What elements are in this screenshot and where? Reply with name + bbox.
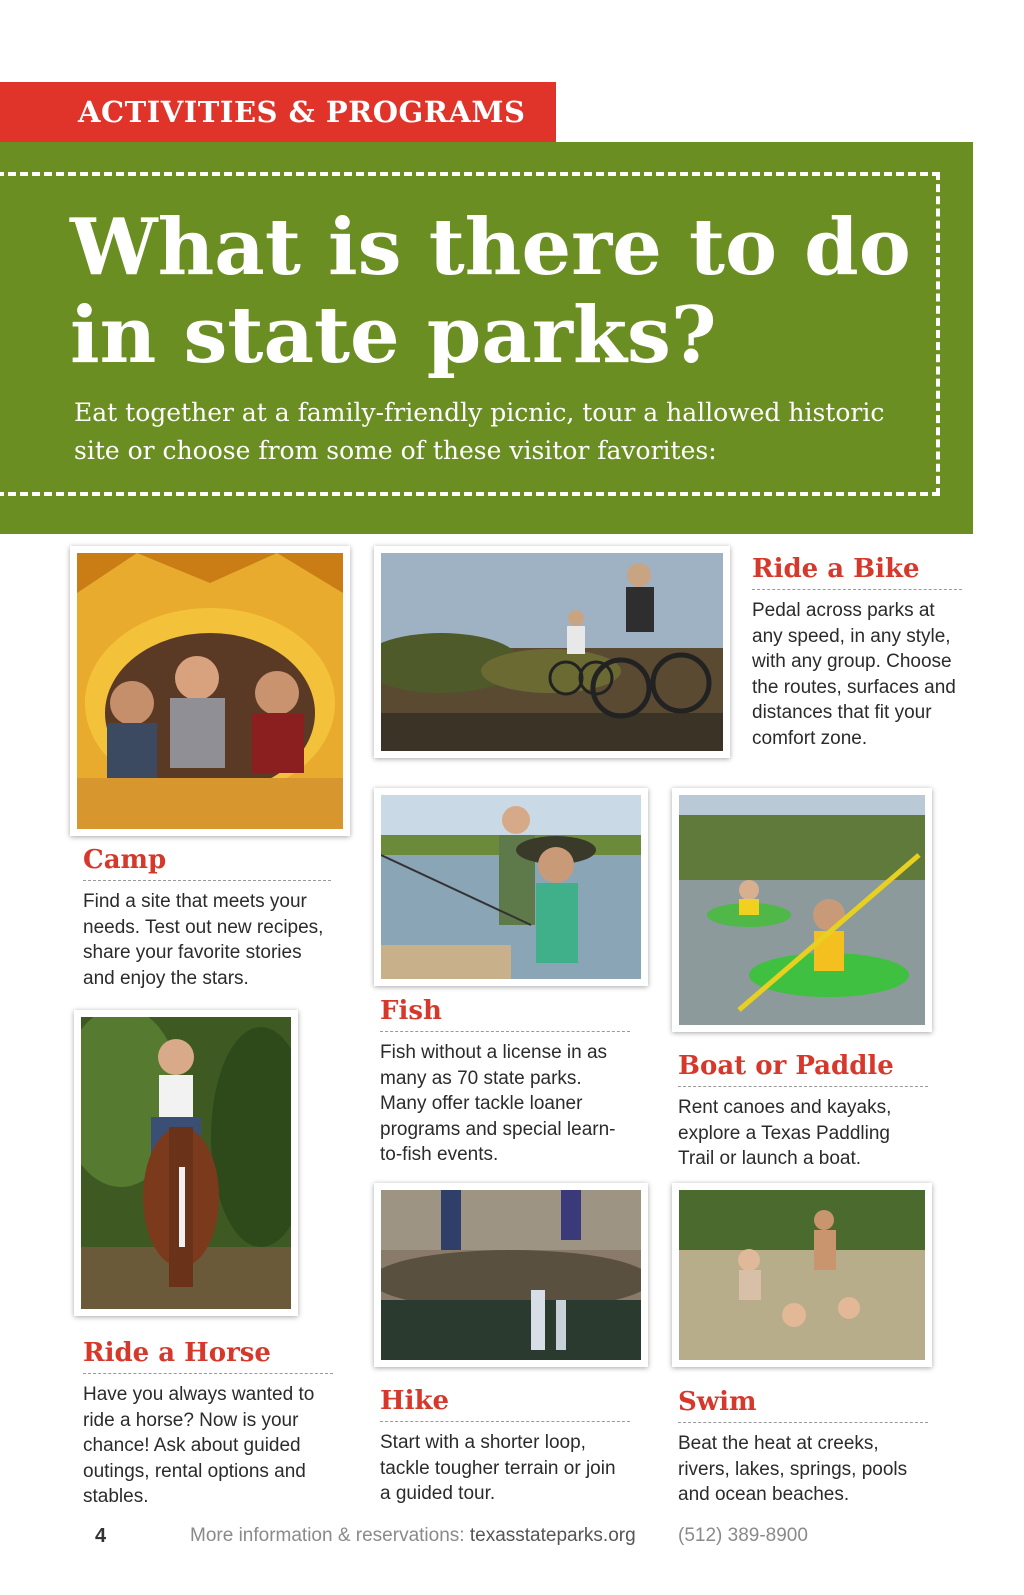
activity-hike <box>380 1384 630 1507</box>
swim-photo <box>672 1183 932 1367</box>
bike-photo <box>374 546 730 758</box>
hero-banner <box>0 142 973 534</box>
activity-title: Swim <box>678 1385 928 1423</box>
activity-description: Start with a shorter loop, tackle tougher terrain or join a guided tour. <box>380 1432 616 1504</box>
activity-ride-a-bike <box>752 552 962 751</box>
activity-title: Ride a Horse <box>83 1336 333 1374</box>
footer-info <box>190 1525 636 1547</box>
activity-description: Find a site that meets your needs. Test out new recipes, share your favorite stories and enjoy the stars. <box>83 891 324 989</box>
activity-title: Camp <box>83 843 331 881</box>
activity-fish <box>380 994 630 1168</box>
page-title: What is there to do in state parks? <box>70 202 911 381</box>
page-footer <box>0 1525 1024 1565</box>
page-number: 4 <box>95 1525 107 1547</box>
footer-url-link[interactable]: texasstateparks.org <box>469 1525 636 1546</box>
camp-photo <box>70 546 350 836</box>
activity-description: Fish without a license in as many as 70 state parks. Many offer tackle loaner programs and special learn-to-fish events. <box>380 1042 616 1165</box>
activity-title: Boat or Paddle <box>678 1049 928 1087</box>
activity-title: Hike <box>380 1384 630 1422</box>
activity-camp <box>83 843 331 991</box>
hike-photo <box>374 1183 648 1367</box>
hero-intro: Eat together at a family-friendly picnic, tour a hallowed historic site or choose from some of these visitor favorites: <box>74 398 885 465</box>
activity-description: Rent canoes and kayaks, explore a Texas Paddling Trail or launch a boat. <box>678 1097 892 1169</box>
footer-info-label: More information & reservations: <box>190 1525 465 1546</box>
activity-description: Beat the heat at creeks, rivers, lakes, springs, pools and ocean beaches. <box>678 1433 908 1505</box>
footer-phone[interactable]: (512) 389-8900 <box>678 1525 808 1546</box>
activity-title: Fish <box>380 994 630 1032</box>
activity-boat-or-paddle <box>678 1049 928 1172</box>
activity-description: Pedal across parks at any speed, in any style, with any group. Choose the routes, surfaces and distances that fit your comfort zone. <box>752 600 956 749</box>
activity-title: Ride a Bike <box>752 552 962 590</box>
boat-photo <box>672 788 932 1032</box>
fish-photo <box>374 788 648 986</box>
section-tag: ACTIVITIES & PROGRAMS <box>0 82 556 142</box>
horse-photo <box>74 1010 298 1316</box>
activity-description: Have you always wanted to ride a horse? Now is your chance! Ask about guided outings, rental options and stables. <box>83 1384 315 1507</box>
activity-swim <box>678 1385 928 1508</box>
activity-ride-a-horse <box>83 1336 333 1510</box>
